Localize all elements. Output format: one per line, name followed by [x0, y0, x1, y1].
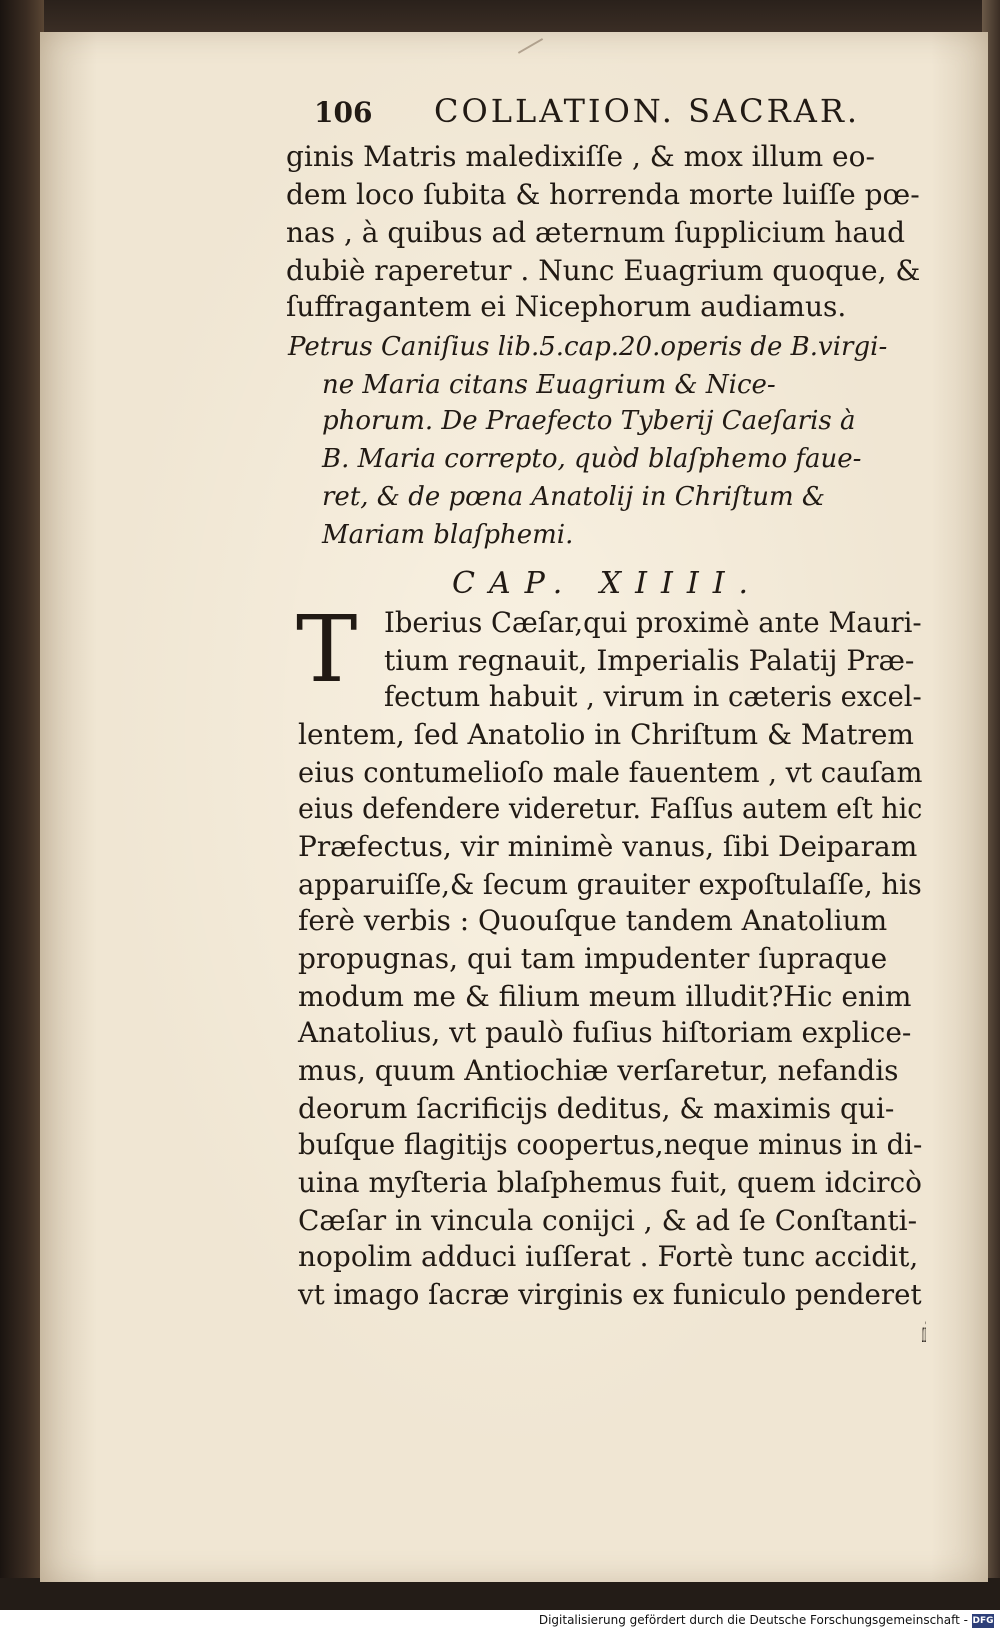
text-line: eius defendere videretur. Faſſus autem eſt hic	[298, 792, 923, 825]
text-line: ferè verbis : Quouſque tandem Anatolium	[298, 904, 888, 937]
text-line: dem loco ſubita & horrenda morte luiſſe pœ-	[286, 178, 920, 211]
text-line: buſque flagitijs coopertus,neque minus in di-	[298, 1128, 923, 1161]
page-number: 106	[314, 96, 373, 129]
text-line: Iberius Cæſar,qui proximè ante Mauri-	[384, 606, 922, 639]
chapter-heading: CAP. XIIII.	[452, 566, 763, 601]
summary-line: ret, & de pœna Anatolij in Chriſtum &	[322, 482, 826, 512]
text-line: ginis Matris maledixiſſe , & mox illum eo-	[286, 140, 875, 173]
text-line: dubiè raperetur . Nunc Euagrium quoque, &	[286, 254, 921, 287]
text-line: eius contumelioſo male fauentem , vt cauſam	[298, 756, 923, 789]
summary-line: phorum. De Praefecto Tyberij Caeſaris à	[322, 406, 856, 436]
summary-line: Mariam blaſphemi.	[322, 520, 574, 550]
drop-cap: T	[296, 596, 358, 703]
text-line: lentem, ſed Anatolio in Chriſtum & Matrem	[298, 718, 914, 751]
summary-line: ne Maria citans Euagrium & Nice-	[322, 370, 776, 400]
text-line: Cæſar in vincula conijci , & ad ſe Conſtanti-	[298, 1204, 918, 1237]
running-head: COLLATION. SACRAR.	[434, 92, 861, 130]
text-line: tium regnauit, Imperialis Palatij Præ-	[384, 644, 915, 677]
text-line: Præfectus, vir minimè vanus, ſibi Deiparam	[298, 830, 918, 863]
funding-credit: Digitalisierung gefördert durch die Deutsche Forschungsgemeinschaft -	[538, 1613, 968, 1627]
text-line: fectum habuit , virum in cæteris excel-	[384, 680, 922, 713]
book-spine-left	[0, 0, 44, 1610]
text-line: Anatolius, vt paulò fuſius hiſtoriam explice-	[298, 1016, 912, 1049]
text-line: vt imago ſacræ virginis ex funiculo penderet	[298, 1278, 922, 1311]
text-line: modum me & filium meum illudit?Hic enim	[298, 980, 912, 1013]
text-line: nas , à quibus ad æternum ſupplicium haud	[286, 216, 906, 249]
summary-line: Petrus Caniſius lib.5.cap.20.operis de B.virgi-	[288, 332, 888, 362]
catchword: in	[922, 1316, 926, 1349]
summary-line: B. Maria correpto, quòd blaſphemo faue-	[322, 444, 862, 474]
text-line: nopolim adduci iuſſerat . Fortè tunc accidit,	[298, 1240, 919, 1273]
text-line: ſuffragantem ei Nicephorum audiamus.	[286, 290, 847, 323]
text-line: propugnas, qui tam impudenter ſupraque	[298, 942, 888, 975]
text-line: mus, quum Antiochiæ verſaretur, nefandis	[298, 1054, 899, 1087]
book-edge-top	[0, 0, 1000, 34]
dfg-logo: DFG	[972, 1616, 994, 1626]
text-line: apparuiſſe,& ſecum grauiter expoſtulaſſe, his	[298, 868, 922, 901]
text-line: deorum ſacrificijs deditus, & maximis qui-	[298, 1092, 895, 1125]
book-edge-bottom	[0, 1578, 1000, 1610]
text-line: uina myſteria blaſphemus fuit, quem idcircò	[298, 1166, 922, 1199]
